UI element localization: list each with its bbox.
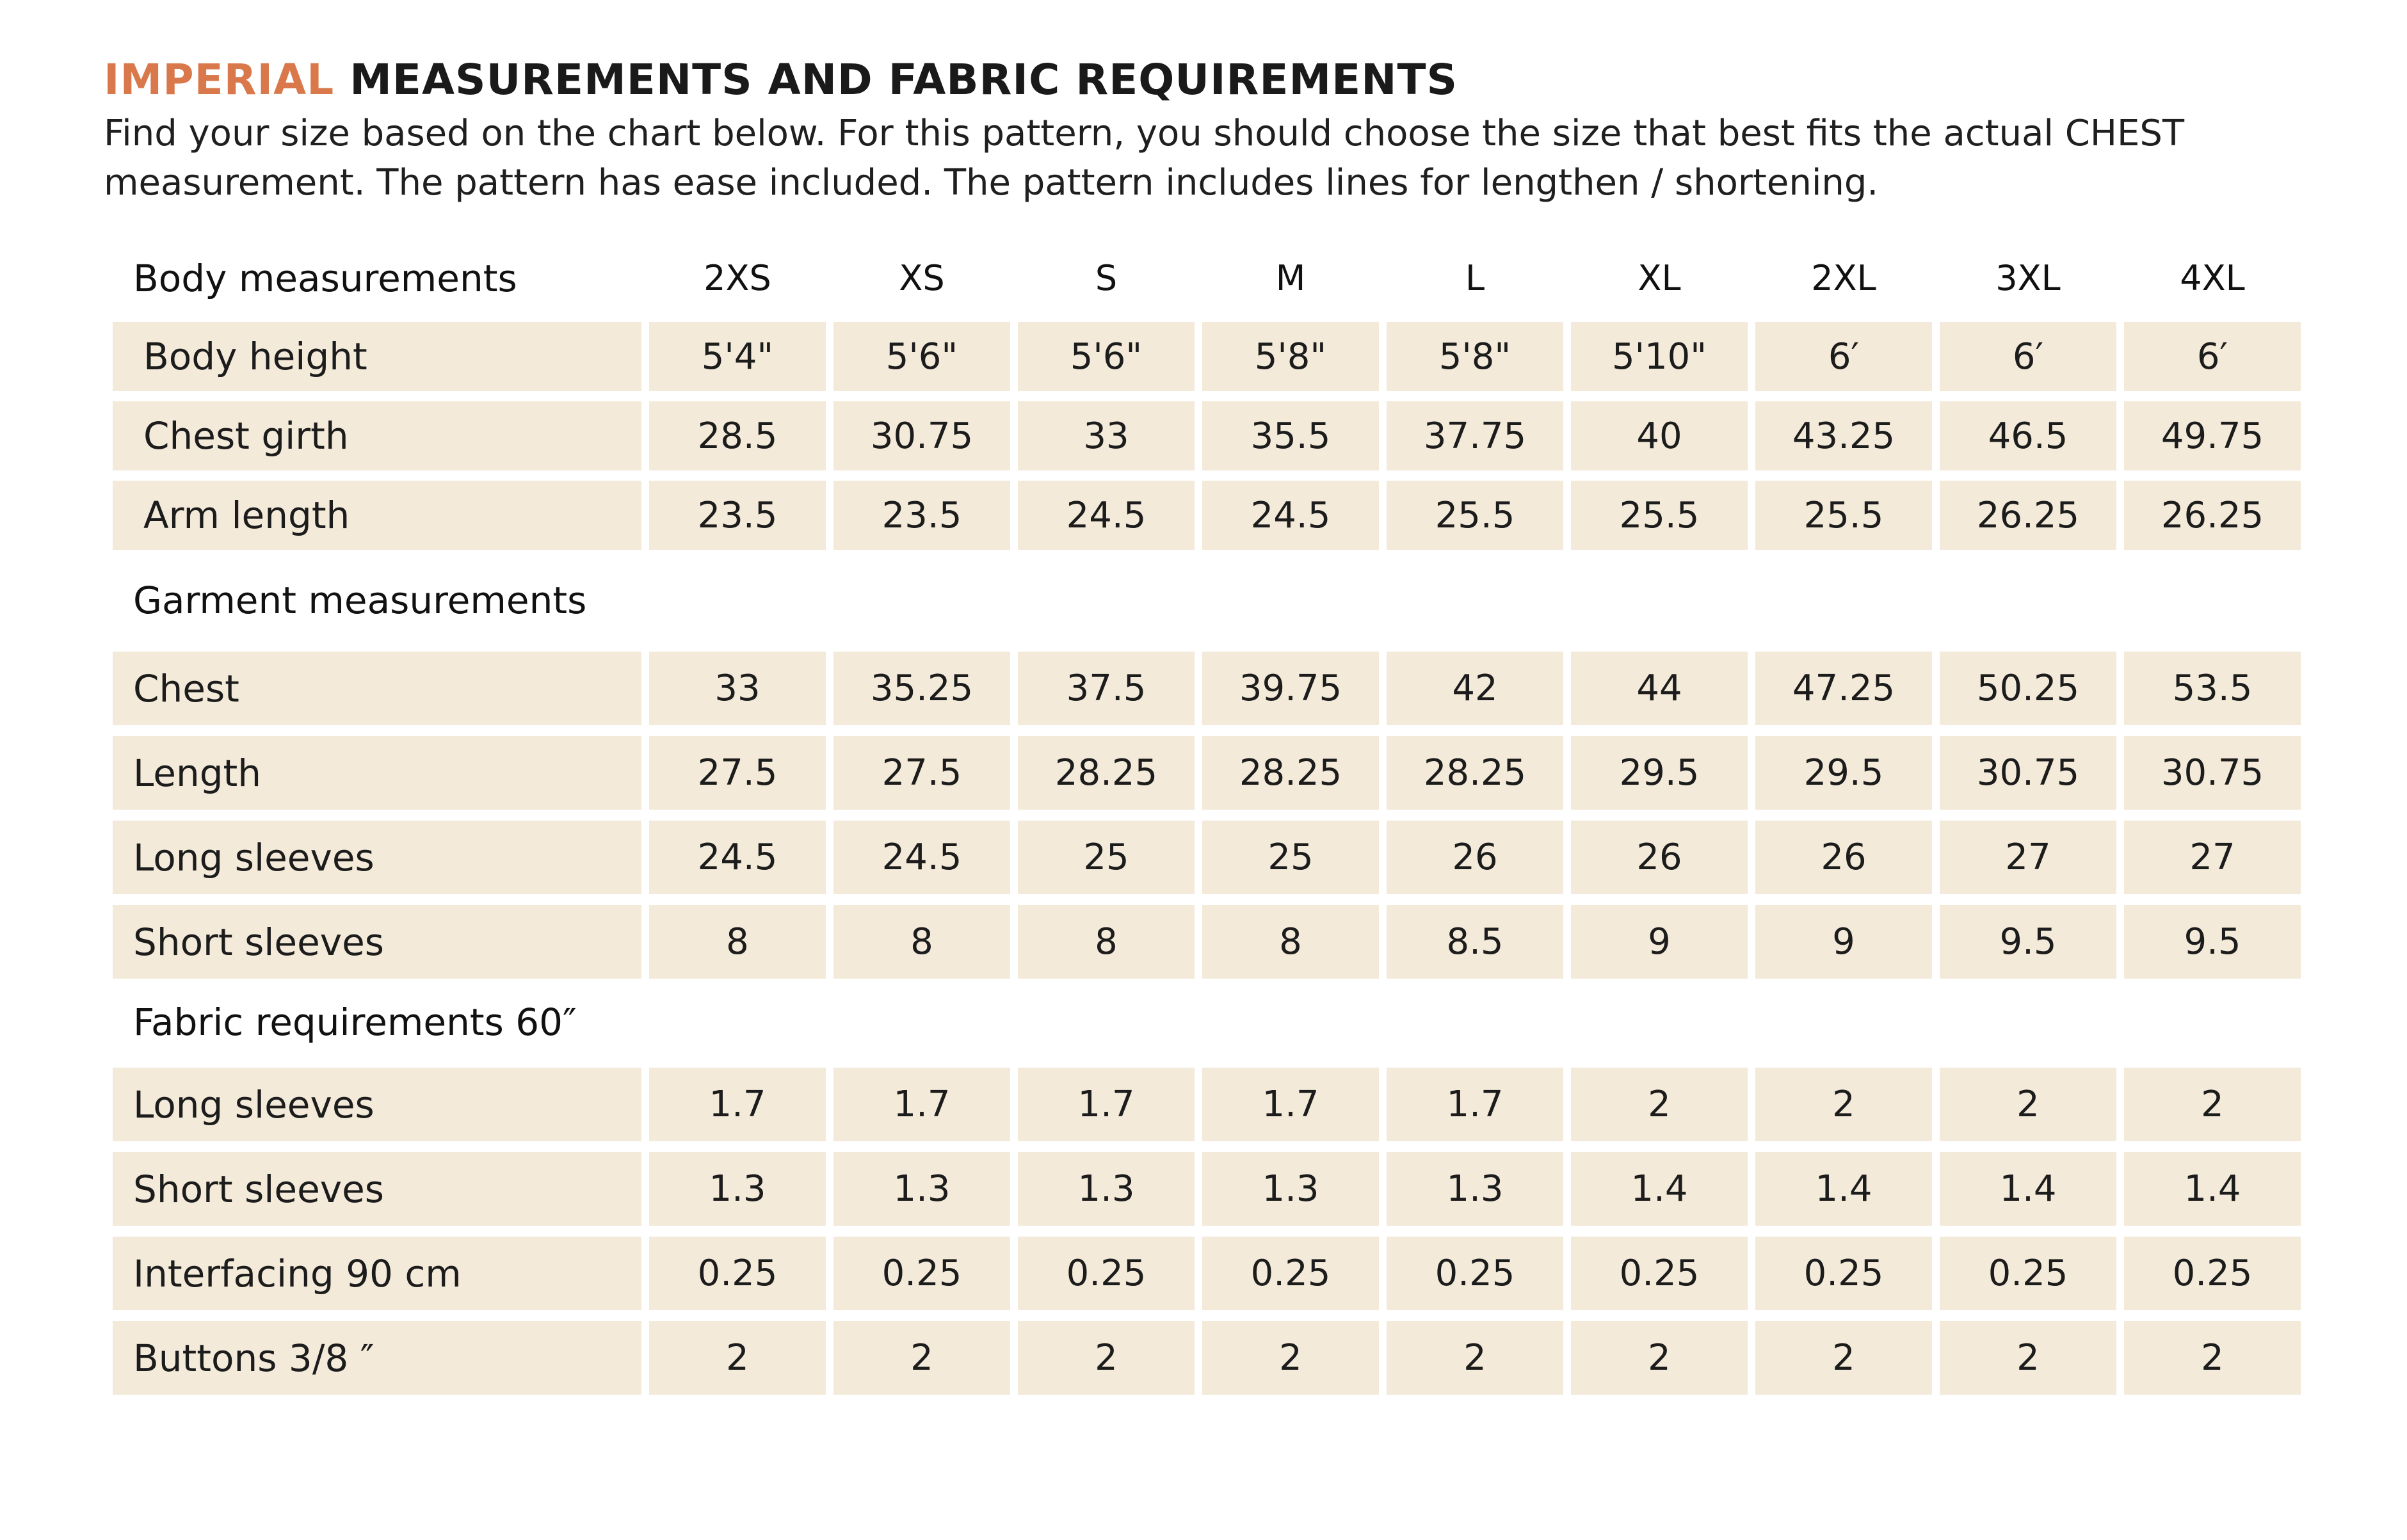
size-column-header: 2XL <box>1811 258 1876 298</box>
value-cell: 25 <box>1018 821 1195 894</box>
value-cell: 35.25 <box>833 652 1010 725</box>
body-measurement-row <box>113 481 2308 550</box>
value-cell: 9 <box>1571 905 1748 979</box>
value-cell: 27.5 <box>649 736 826 810</box>
section-header-garment-label: Garment measurements <box>133 579 587 622</box>
value-cell: 27 <box>1940 821 2116 894</box>
value-cell: 0.25 <box>1571 1237 1748 1310</box>
value-cell: 2 <box>2124 1321 2301 1395</box>
garment-measurement-row <box>113 905 2308 979</box>
value-cell: 1.4 <box>1571 1152 1748 1226</box>
value-cell: 2 <box>1940 1068 2116 1141</box>
value-cell: 0.25 <box>1755 1237 1932 1310</box>
value-cell: 26 <box>1387 821 1563 894</box>
row-label: Long sleeves <box>113 821 641 894</box>
size-column-header: XL <box>1638 258 1681 298</box>
value-cell: 28.5 <box>649 401 826 470</box>
value-cell: 1.7 <box>1202 1068 1379 1141</box>
row-label: Short sleeves <box>113 905 641 979</box>
value-cell: 9 <box>1755 905 1932 979</box>
value-cell: 24.5 <box>1018 481 1195 550</box>
value-cell: 25 <box>1202 821 1379 894</box>
size-header-row <box>113 240 2308 317</box>
size-column-header: 2XS <box>704 258 771 298</box>
value-cell: 1.4 <box>1755 1152 1932 1226</box>
row-label: Interfacing 90 cm <box>113 1237 641 1310</box>
size-column-header: M <box>1275 258 1306 298</box>
row-label: Length <box>113 736 641 810</box>
value-cell: 27.5 <box>833 736 1010 810</box>
value-cell: 24.5 <box>833 821 1010 894</box>
value-cell: 1.3 <box>649 1152 826 1226</box>
value-cell: 27 <box>2124 821 2301 894</box>
value-cell: 40 <box>1571 401 1748 470</box>
value-cell: 5'4" <box>649 322 826 391</box>
value-cell: 9.5 <box>2124 905 2301 979</box>
size-column-header: L <box>1465 258 1485 298</box>
value-cell: 33 <box>649 652 826 725</box>
value-cell: 8 <box>833 905 1010 979</box>
row-label: Arm length <box>113 481 641 550</box>
value-cell: 28.25 <box>1387 736 1563 810</box>
intro-text <box>104 109 2312 207</box>
intro-line-2: measurement. The pattern has ease included. The pattern includes lines for lengthen / shortening. <box>104 162 1879 204</box>
value-cell: 25.5 <box>1755 481 1932 550</box>
value-cell: 0.25 <box>649 1237 826 1310</box>
value-cell: 26 <box>1755 821 1932 894</box>
section-header-fabric <box>113 984 2308 1061</box>
row-label: Short sleeves <box>113 1152 641 1226</box>
value-cell: 42 <box>1387 652 1563 725</box>
value-cell: 8 <box>649 905 826 979</box>
value-cell: 0.25 <box>1202 1237 1379 1310</box>
value-cell: 37.75 <box>1387 401 1563 470</box>
value-cell: 23.5 <box>833 481 1010 550</box>
value-cell: 1.3 <box>1018 1152 1195 1226</box>
value-cell: 5'10" <box>1571 322 1748 391</box>
value-cell: 8 <box>1018 905 1195 979</box>
value-cell: 8.5 <box>1387 905 1563 979</box>
body-measurement-row <box>113 322 2308 391</box>
value-cell: 0.25 <box>2124 1237 2301 1310</box>
intro-line-1: Find your size based on the chart below. For this pattern, you should choose the size that best fits the actual CHEST <box>104 113 2185 154</box>
value-cell: 28.25 <box>1018 736 1195 810</box>
value-cell: 5'6" <box>833 322 1010 391</box>
value-cell: 2 <box>649 1321 826 1395</box>
value-cell: 6′ <box>2124 322 2301 391</box>
section-header-fabric-label: Fabric requirements 60″ <box>133 1000 577 1044</box>
size-column-header: 4XL <box>2180 258 2245 298</box>
fabric-requirement-row <box>113 1152 2308 1226</box>
value-cell: 50.25 <box>1940 652 2116 725</box>
value-cell: 46.5 <box>1940 401 2116 470</box>
value-cell: 2 <box>1755 1321 1932 1395</box>
value-cell: 23.5 <box>649 481 826 550</box>
value-cell: 24.5 <box>649 821 826 894</box>
value-cell: 26 <box>1571 821 1748 894</box>
value-cell: 6′ <box>1940 322 2116 391</box>
value-cell: 49.75 <box>2124 401 2301 470</box>
value-cell: 30.75 <box>2124 736 2301 810</box>
page-title <box>104 51 1458 109</box>
value-cell: 0.25 <box>1940 1237 2116 1310</box>
value-cell: 29.5 <box>1571 736 1748 810</box>
value-cell: 2 <box>1940 1321 2116 1395</box>
section-header-garment <box>113 562 2308 639</box>
value-cell: 6′ <box>1755 322 1932 391</box>
value-cell: 2 <box>2124 1068 2301 1141</box>
garment-measurement-row <box>113 652 2308 725</box>
value-cell: 53.5 <box>2124 652 2301 725</box>
value-cell: 44 <box>1571 652 1748 725</box>
value-cell: 2 <box>833 1321 1010 1395</box>
value-cell: 1.7 <box>1387 1068 1563 1141</box>
value-cell: 30.75 <box>1940 736 2116 810</box>
garment-measurement-row <box>113 736 2308 810</box>
row-label: Buttons 3/8 ″ <box>113 1321 641 1395</box>
value-cell: 1.7 <box>1018 1068 1195 1141</box>
value-cell: 1.7 <box>649 1068 826 1141</box>
value-cell: 5'8" <box>1387 322 1563 391</box>
value-cell: 8 <box>1202 905 1379 979</box>
fabric-requirement-row <box>113 1237 2308 1310</box>
size-column-header: S <box>1095 258 1118 298</box>
value-cell: 2 <box>1018 1321 1195 1395</box>
row-label: Long sleeves <box>113 1068 641 1141</box>
value-cell: 2 <box>1571 1321 1748 1395</box>
title-accent: IMPERIAL <box>104 55 335 104</box>
value-cell: 47.25 <box>1755 652 1932 725</box>
size-column-header: XS <box>899 258 945 298</box>
fabric-requirement-row <box>113 1068 2308 1141</box>
value-cell: 5'8" <box>1202 322 1379 391</box>
value-cell: 0.25 <box>1387 1237 1563 1310</box>
value-cell: 5'6" <box>1018 322 1195 391</box>
body-measurement-row <box>113 401 2308 470</box>
value-cell: 25.5 <box>1571 481 1748 550</box>
value-cell: 33 <box>1018 401 1195 470</box>
value-cell: 24.5 <box>1202 481 1379 550</box>
value-cell: 28.25 <box>1202 736 1379 810</box>
value-cell: 2 <box>1202 1321 1379 1395</box>
section-header-body: Body measurements <box>133 257 517 300</box>
value-cell: 30.75 <box>833 401 1010 470</box>
value-cell: 1.4 <box>1940 1152 2116 1226</box>
value-cell: 26.25 <box>1940 481 2116 550</box>
value-cell: 0.25 <box>1018 1237 1195 1310</box>
value-cell: 2 <box>1571 1068 1748 1141</box>
fabric-requirement-row <box>113 1321 2308 1395</box>
value-cell: 43.25 <box>1755 401 1932 470</box>
value-cell: 1.3 <box>1387 1152 1563 1226</box>
value-cell: 39.75 <box>1202 652 1379 725</box>
value-cell: 0.25 <box>833 1237 1010 1310</box>
value-cell: 2 <box>1387 1321 1563 1395</box>
title-rest: MEASUREMENTS AND FABRIC REQUIREMENTS <box>350 55 1458 104</box>
value-cell: 2 <box>1755 1068 1932 1141</box>
value-cell: 1.3 <box>1202 1152 1379 1226</box>
value-cell: 37.5 <box>1018 652 1195 725</box>
value-cell: 1.4 <box>2124 1152 2301 1226</box>
value-cell: 35.5 <box>1202 401 1379 470</box>
size-column-header: 3XL <box>1995 258 2061 298</box>
garment-measurement-row <box>113 821 2308 894</box>
row-label: Body height <box>113 322 641 391</box>
value-cell: 1.3 <box>833 1152 1010 1226</box>
value-cell: 29.5 <box>1755 736 1932 810</box>
value-cell: 25.5 <box>1387 481 1563 550</box>
value-cell: 1.7 <box>833 1068 1010 1141</box>
value-cell: 9.5 <box>1940 905 2116 979</box>
row-label: Chest girth <box>113 401 641 470</box>
row-label: Chest <box>113 652 641 725</box>
value-cell: 26.25 <box>2124 481 2301 550</box>
